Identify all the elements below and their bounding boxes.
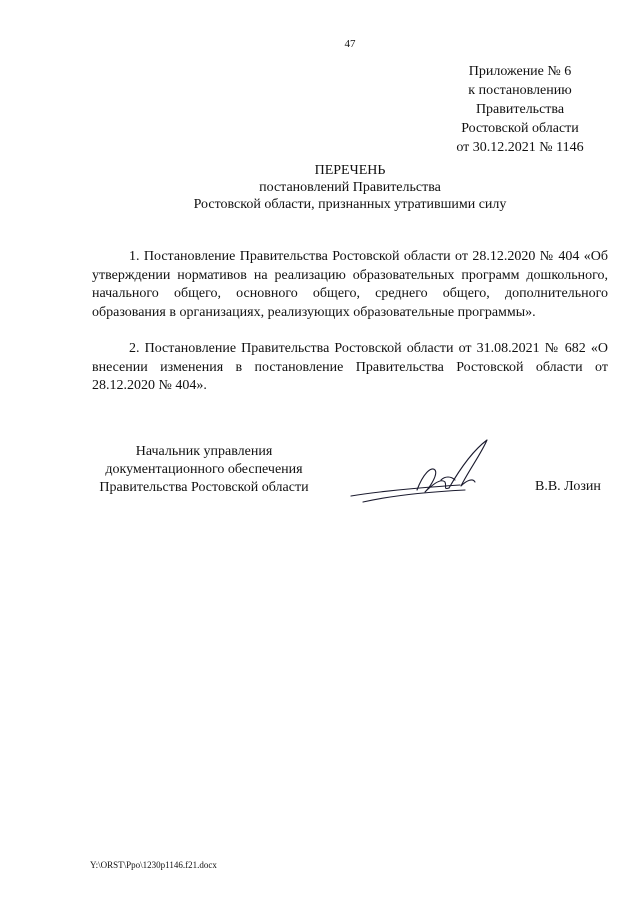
- appendix-line: Правительства: [475, 102, 565, 117]
- handwritten-signature: [345, 430, 505, 510]
- signer-position-line: Начальник управления: [135, 444, 273, 459]
- title-subtitle: Ростовской области, признанных утратившими силу: [193, 197, 507, 212]
- appendix-line: к постановлению: [468, 83, 572, 98]
- signer-position: [88, 443, 320, 497]
- list-item: 2. Постановление Правительства Ростовской области от 31.08.2021 № 682 «О внесении изменения в постановление Правительства Ростовской области от 28.12.2020 № 404».: [92, 341, 608, 393]
- signer-position-line: Правительства Ростовской области: [99, 480, 309, 495]
- appendix-line: Ростовской области: [461, 121, 579, 136]
- title-heading: ПЕРЕЧЕНЬ: [314, 163, 386, 178]
- document-title: [0, 162, 640, 213]
- title-subtitle: постановлений Правительства: [259, 180, 441, 195]
- page-number: 47: [344, 38, 356, 50]
- appendix-line: Приложение № 6: [468, 64, 572, 79]
- appendix-line: от 30.12.2021 № 1146: [456, 140, 584, 155]
- signer-position-line: документационного обеспечения: [105, 462, 303, 477]
- list-item: 1. Постановление Правительства Ростовской области от 28.12.2020 № 404 «Об утверждении нормативов на реализацию образовательных программ дошкольного, начального общего, основного общего, среднего общего, дополнительного образования в организациях, реализующих образовательные программы».: [92, 249, 608, 320]
- signer-name: В.В. Лозин: [535, 479, 601, 494]
- appendix-reference: [430, 62, 610, 157]
- file-path: Y:\ORST\Ppo\1230p1146.f21.docx: [90, 860, 217, 870]
